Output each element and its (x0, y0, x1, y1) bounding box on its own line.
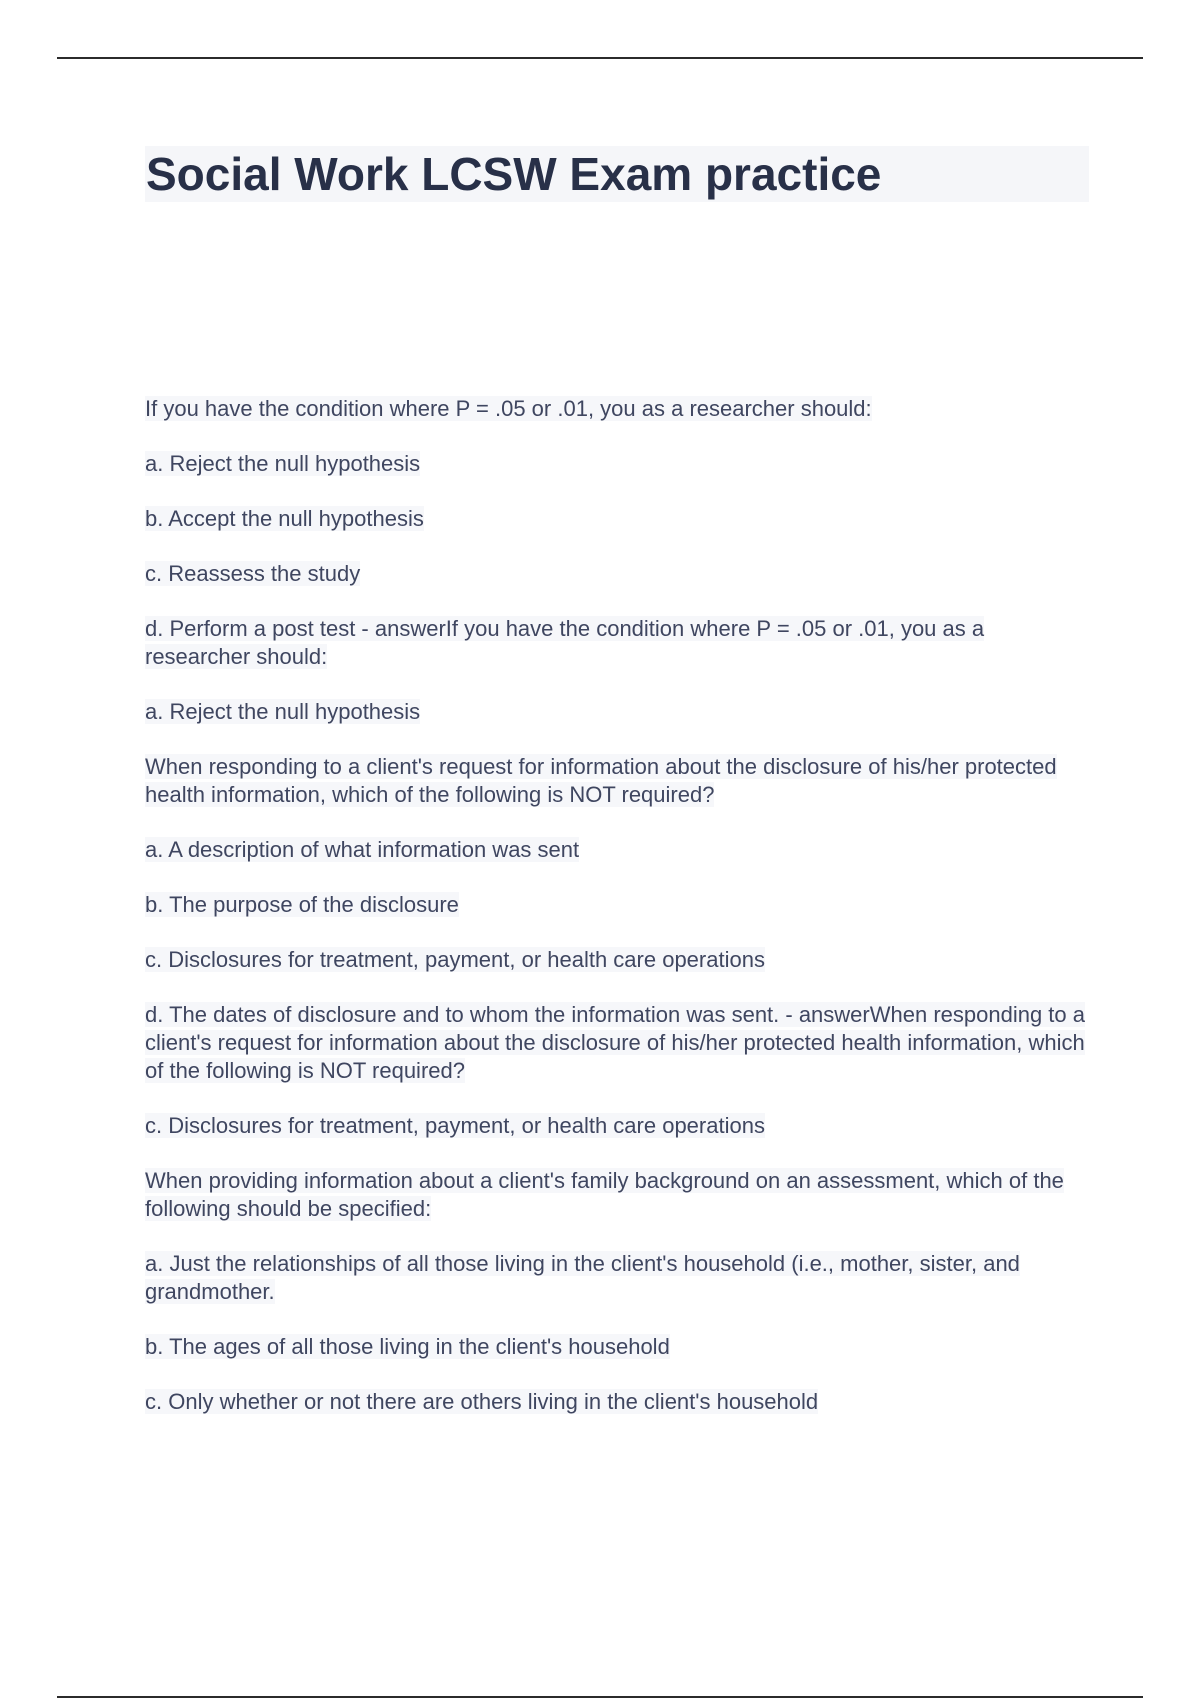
question-2-option-c: c. Disclosures for treatment, payment, or health care operations (145, 947, 765, 972)
page-title: Social Work LCSW Exam practice (146, 148, 882, 200)
question-1-option-c: c. Reassess the study (145, 561, 361, 586)
question-1: If you have the condition where P = .05 or .01, you as a researcher should: (145, 396, 872, 421)
question-2-answer: c. Disclosures for treatment, payment, or health care operations (145, 1113, 765, 1138)
question-2-option-a: a. A description of what information was sent (145, 837, 580, 862)
question-3-option-a: a. Just the relationships of all those living in the client's household (i.e., mother, sister, and grandmother. (145, 1251, 1020, 1304)
question-2-option-b: b. The purpose of the disclosure (145, 892, 459, 917)
document-body (145, 395, 1090, 1443)
question-1-option-a: a. Reject the null hypothesis (145, 451, 421, 476)
top-rule (57, 57, 1143, 59)
question-3-option-c: c. Only whether or not there are others living in the client's household (145, 1389, 819, 1414)
question-1-answer: a. Reject the null hypothesis (145, 699, 421, 724)
question-1-option-d-answer: d. Perform a post test - answerIf you have the condition where P = .05 or .01, you as a researcher should: (145, 616, 985, 669)
question-2-option-d-answer: d. The dates of disclosure and to whom the information was sent. - answerWhen responding to a client's request for information about the disclosure of his/her protected health information, which of the following is NOT required? (145, 1002, 1085, 1083)
bottom-rule (57, 1696, 1143, 1698)
question-1-option-b: b. Accept the null hypothesis (145, 506, 424, 531)
question-3: When providing information about a client's family background on an assessment, which of the following should be specified: (145, 1168, 1064, 1221)
question-3-option-b: b. The ages of all those living in the client's household (145, 1334, 670, 1359)
question-2: When responding to a client's request for information about the disclosure of his/her protected health information, which of the following is NOT required? (145, 754, 1057, 807)
